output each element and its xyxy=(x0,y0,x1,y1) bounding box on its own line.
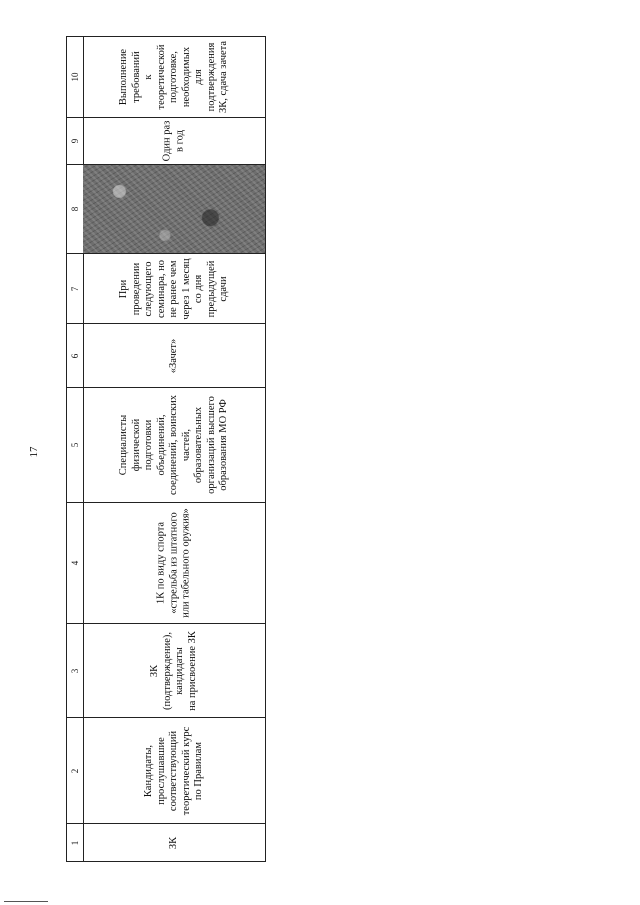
page-number: 17 xyxy=(28,446,40,458)
shaded-cell xyxy=(83,165,265,253)
column-number-cell xyxy=(67,718,84,823)
column-content-cell xyxy=(83,624,265,717)
column-number-cell xyxy=(67,165,84,253)
column-text: При проведении следующего семинара, но не ранее чем через 1 месяц со дня предыдущей сдачи xyxy=(117,257,229,320)
column-content-cell xyxy=(83,824,265,861)
table-column-4 xyxy=(67,502,265,623)
table-column-9 xyxy=(67,117,265,164)
table-column-5 xyxy=(67,387,265,502)
scan-edge-line xyxy=(4,901,48,902)
column-content-cell xyxy=(83,118,265,164)
column-number-cell xyxy=(67,388,84,502)
column-number: 1 xyxy=(70,840,80,845)
column-content-cell xyxy=(83,324,265,387)
column-number: 7 xyxy=(70,286,80,291)
table-column-3 xyxy=(67,623,265,717)
column-text: «Зачет» xyxy=(167,338,179,373)
column-number-cell xyxy=(67,824,84,861)
column-number: 5 xyxy=(70,442,80,448)
column-number: 8 xyxy=(70,206,80,212)
column-text: ЗК xyxy=(167,836,179,849)
table-column-1 xyxy=(67,823,265,861)
column-content-cell xyxy=(83,254,265,323)
table-column-2 xyxy=(67,717,265,823)
column-number-cell xyxy=(67,37,84,117)
column-number-cell xyxy=(67,324,84,387)
column-number: 6 xyxy=(70,353,80,358)
column-number-cell xyxy=(67,503,84,623)
column-text: 1К по виду спорта «стрельба из штатного или табельного оружия» xyxy=(155,508,192,618)
column-text: Один раз в год xyxy=(161,120,185,162)
column-number: 4 xyxy=(70,560,80,566)
table-column-7 xyxy=(67,253,265,323)
column-number-cell xyxy=(67,118,84,164)
column-content-cell xyxy=(83,165,265,253)
requirements-table xyxy=(66,36,266,862)
column-number: 9 xyxy=(70,138,80,144)
column-number: 2 xyxy=(70,768,80,773)
column-text: Кандидаты, прослушавшие соответствующий теоретический курс по Правилам xyxy=(142,726,204,815)
column-number: 3 xyxy=(70,668,80,673)
column-number: 10 xyxy=(70,72,80,82)
column-content-cell xyxy=(83,37,265,117)
column-text: ЗК (подтверждение), кандидаты на присвоение ЗК xyxy=(149,630,198,711)
column-text: Специалисты физической подготовки объединений, соединений, воинских частей, образовательных организаций высшего образования МО РФ xyxy=(117,395,229,495)
table-column-10 xyxy=(67,37,265,117)
column-content-cell xyxy=(83,503,265,623)
column-number-cell xyxy=(67,254,84,323)
column-number-cell xyxy=(67,624,84,717)
table-column-8 xyxy=(67,164,265,253)
column-content-cell xyxy=(83,388,265,502)
column-text: Выполнение требований к теоретической подготовке, необходимых для подтверждения ЗК, сдача зачета xyxy=(117,40,229,114)
table-column-6 xyxy=(67,323,265,387)
column-content-cell xyxy=(83,718,265,823)
